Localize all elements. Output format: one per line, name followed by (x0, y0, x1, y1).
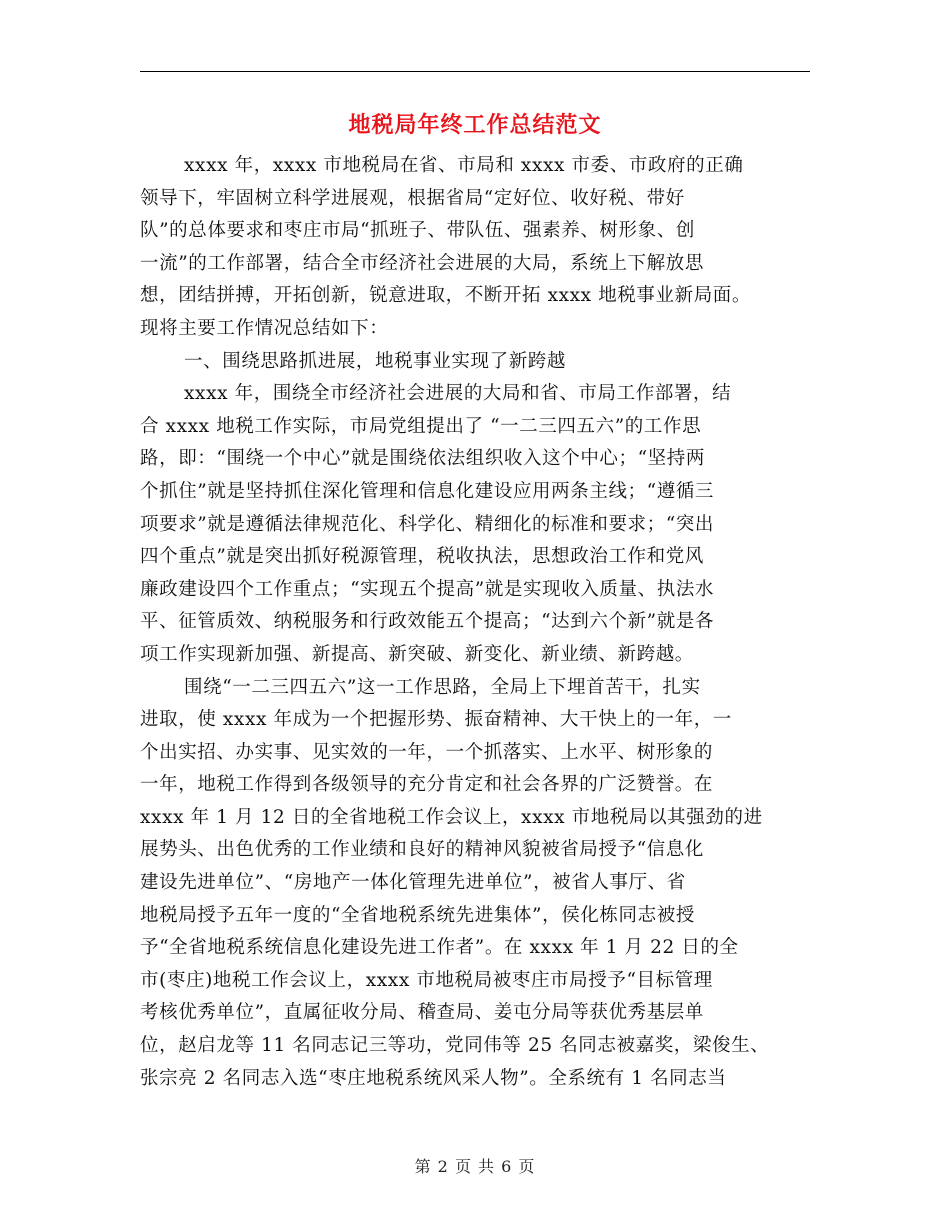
text-line: 位，赵启龙等 11 名同志记三等功，党同伟等 25 名同志被嘉奖，梁俊生、 (140, 1035, 770, 1057)
section-heading: 一、围绕思路抓进展，地税事业实现了新跨越 (184, 350, 567, 372)
document-title: 地税局年终工作总结范文 (348, 113, 602, 138)
text-line: xxxx 年，围绕全市经济社会进展的大局和省、市局工作部署，结 (184, 383, 732, 405)
text-line: 合 xxxx 地税工作实际，市局党组提出了 “一二三四五六”的工作思 (140, 415, 702, 437)
text-line: 队”的总体要求和枣庄市局“抓班子、带队伍、强素养、树形象、创 (140, 220, 695, 242)
text-line: xxxx 年 1 月 12 日的全省地税工作会议上，xxxx 市地税局以其强劲的进 (140, 806, 763, 828)
text-line: 路，即：“围绕一个中心”就是围绕依法组织收入这个中心；“坚持两 (140, 448, 705, 470)
text-line: 想，团结拼搏，开拓创新，锐意进取，不断开拓 xxxx 地税事业新局面。 (140, 285, 751, 307)
text-line: 四个重点”就是突出抓好税源管理，税收执法，思想政治工作和党风 (140, 546, 704, 568)
text-line: 张宗亮 2 名同志入选“枣庄地税系统风采人物”。全系统有 1 名同志当 (140, 1067, 727, 1089)
text-line: 廉政建设四个工作重点；“实现五个提高”就是实现收入质量、执法水 (140, 578, 715, 600)
text-line: 现将主要工作情况总结如下： (140, 317, 389, 339)
text-line: 领导下，牢固树立科学进展观，根据省局“定好位、收好税、带好 (140, 187, 685, 209)
text-line: xxxx 年，xxxx 市地税局在省、市局和 xxxx 市委、市政府的正确 (184, 155, 744, 176)
text-line: 予“全省地税系统信息化建设先进工作者”。在 xxxx 年 1 月 22 日的全 (140, 937, 739, 959)
text-line: 市(枣庄)地税工作会议上，xxxx 市地税局被枣庄市局授予“目标管理 (140, 969, 713, 991)
text-line: 项要求”就是遵循法律规范化、科学化、精细化的标准和要求；“突出 (140, 513, 715, 535)
text-line: 展势头、出色优秀的工作业绩和良好的精神风貌被省局授予“信息化 (140, 839, 704, 861)
text-line: 一流”的工作部署，结合全市经济社会进展的大局，系统上下解放思 (140, 252, 704, 274)
text-line: 进取，使 xxxx 年成为一个把握形势、振奋精神、大干快上的一年，一 (140, 709, 732, 731)
text-line: 一年，地税工作得到各级领导的充分肯定和社会各界的广泛赞誉。在 (140, 774, 714, 796)
text-line: 个抓住”就是坚持抓住深化管理和信息化建设应用两条主线；“遵循三 (140, 480, 715, 502)
text-line: 地税局授予五年一度的“全省地税系统先进集体”，侯化栋同志被授 (140, 904, 695, 926)
text-line: 建设先进单位”、“房地产一体化管理先进单位”，被省人事厅、省 (140, 872, 686, 894)
document-body (140, 150, 810, 1095)
text-line: 项工作实现新加强、新提高、新突破、新变化、新业绩、新跨越。 (140, 643, 694, 665)
text-line: 考核优秀单位”，直属征收分局、稽查局、姜屯分局等获优秀基层单 (140, 1002, 704, 1024)
text-line: 平、征管质效、纳税服务和行政效能五个提高；“达到六个新”就是各 (140, 611, 715, 633)
text-line: 个出实招、办实事、见实效的一年，一个抓落实、上水平、树形象的 (140, 741, 714, 763)
text-line: 围绕“一二三四五六”这一工作思路，全局上下埋首苦干，扎实 (184, 676, 701, 698)
page-number-footer: 第 2 页 共 6 页 (414, 1157, 536, 1176)
header-rule (140, 71, 810, 72)
